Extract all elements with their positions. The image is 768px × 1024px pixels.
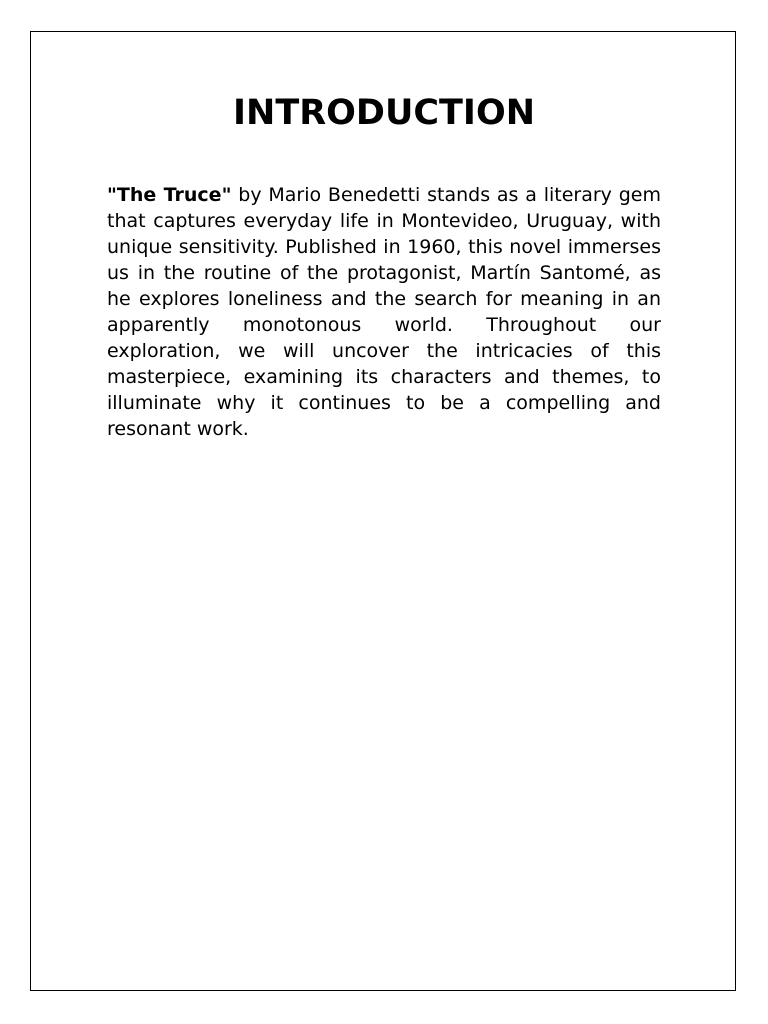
intro-text: by Mario Benedetti stands as a literary gem that captures everyday life in Montevideo, Uruguay, with unique sensitivity. Published in 1960, this novel immerses us in the routine of the protagonist, Martín Santomé, as he explores loneliness and the search for meaning in an apparently monotonous world. Throughout our exploration, we will uncover the intricacies of this masterpiece, examining its characters and themes, to illuminate why it continues to be a compelling and resonant work. xyxy=(107,184,661,440)
book-title: "The Truce" xyxy=(107,184,232,206)
page-border xyxy=(30,31,736,991)
page-title: INTRODUCTION xyxy=(233,93,535,133)
intro-paragraph xyxy=(107,182,661,442)
